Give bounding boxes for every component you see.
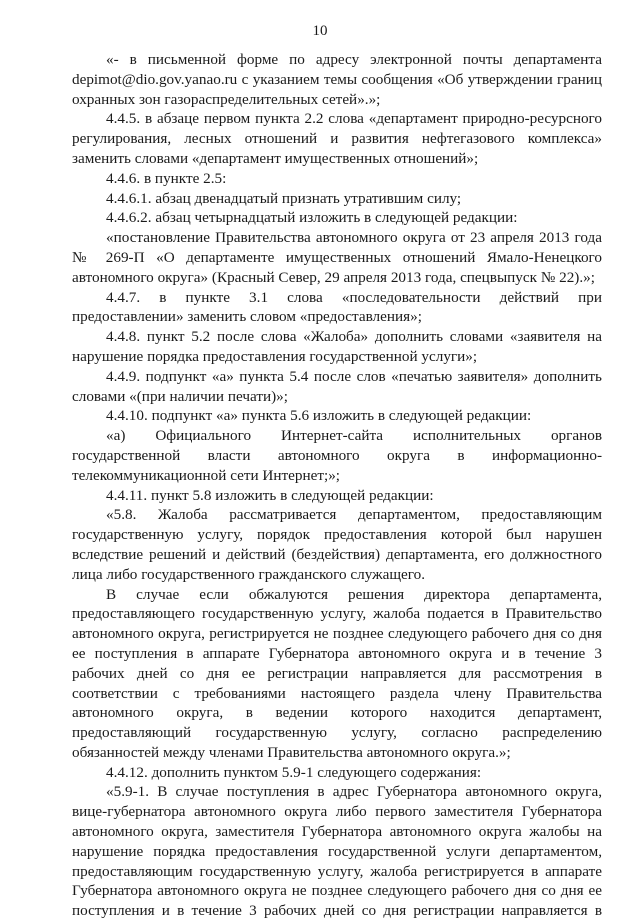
paragraph-3: 4.4.6. в пункте 2.5: bbox=[106, 169, 227, 187]
paragraph-12: 4.4.11. пункт 5.8 изложить в следующей редакции: bbox=[106, 486, 434, 504]
paragraph-15: 4.4.12. дополнить пунктом 5.9-1 следующего содержания: bbox=[106, 763, 482, 781]
document-body bbox=[72, 50, 602, 921]
paragraph-4: 4.4.6.1. абзац двенадцатый признать утратившим силу; bbox=[106, 189, 462, 207]
paragraph-13: «5.8. Жалоба рассматривается департаментом, предоставляющим государственную услугу, порядок предоставления которой был нарушен вследствие решений и действий (бездействия) департамента, его должностного лица либо государственного гражданского служащего. bbox=[72, 506, 602, 583]
page-number: 10 bbox=[312, 23, 328, 39]
paragraph-5: 4.4.6.2. абзац четырнадцатый изложить в следующей редакции: bbox=[106, 209, 518, 227]
paragraph-7: 4.4.7. в пункте 3.1 слова «последовательности действий при предоставлении» заменить словом «предоставления»; bbox=[72, 288, 602, 326]
paragraph-16: «5.9-1. В случае поступления в адрес Губернатора автономного округа, вице-губернатора автономного округа либо первого заместителя Губернатора автономного округа, заместителя Губернатора автономного округа жалобы на нарушение порядка предоставления государственной услуги департаментом, предоставляющим государственную услугу, жалоба регистрируется в аппарате Губернатора автономного округа не позднее следующего рабочего дня со дня ее поступления и в течение 3 рабочих дней со дня регистрации направляется в bbox=[72, 783, 602, 920]
paragraph-10: 4.4.10. подпункт «а» пункта 5.6 изложить в следующей редакции: bbox=[106, 407, 532, 425]
paragraph-6: «постановление Правительства автономного округа от 23 апреля 2013 года № 269-П «О департаменте имущественных отношений Ямало-Ненецкого автономного округа» (Красный Север, 29 апреля 2013 года, спецвыпуск № 22).»; bbox=[72, 229, 602, 286]
paragraph-9: 4.4.9. подпункт «а» пункта 5.4 после слов «печатью заявителя» дополнить словами «(при наличии печати)»; bbox=[72, 367, 602, 405]
paragraph-8: 4.4.8. пункт 5.2 после слова «Жалоба» дополнить словами «заявителя на нарушение порядка предоставления государственной услуги»; bbox=[72, 328, 602, 365]
paragraph-14: В случае если обжалуются решения директора департамента, предоставляющего государственную услугу, жалоба подается в Правительство автономного округа, регистрируется не позднее следующего рабочего дня со дня ее поступления в аппарате Губернатора автономного округа и в течение 3 рабочих дней со дня ее регистрации направляется для рассмотрения в соответствии с требованиями настоящего раздела члену Правительства автономного округа, в ведении которого находится департамент, предоставляющий государственную услугу, согласно распределению обязанностей между членами Правительства автономного округа.»; bbox=[72, 585, 602, 761]
paragraph-11: «а) Официального Интернет-сайта исполнительных органов государственной власти автономного округа в информационно-телекоммуникационной сети Интернет;»; bbox=[72, 427, 602, 484]
paragraph-2: 4.4.5. в абзаце первом пункта 2.2 слова «департамент природно-ресурсного регулирования, лесных отношений и развития нефтегазового комплекса» заменить словами «департамент имущественных отношений»; bbox=[72, 110, 602, 167]
paragraph-1: «- в письменной форме по адресу электронной почты департамента depimot@dio.gov.yanao.ru с указанием темы сообщения «Об утверждении границ охранных зон газораспределительных сетей».»; bbox=[72, 51, 602, 108]
